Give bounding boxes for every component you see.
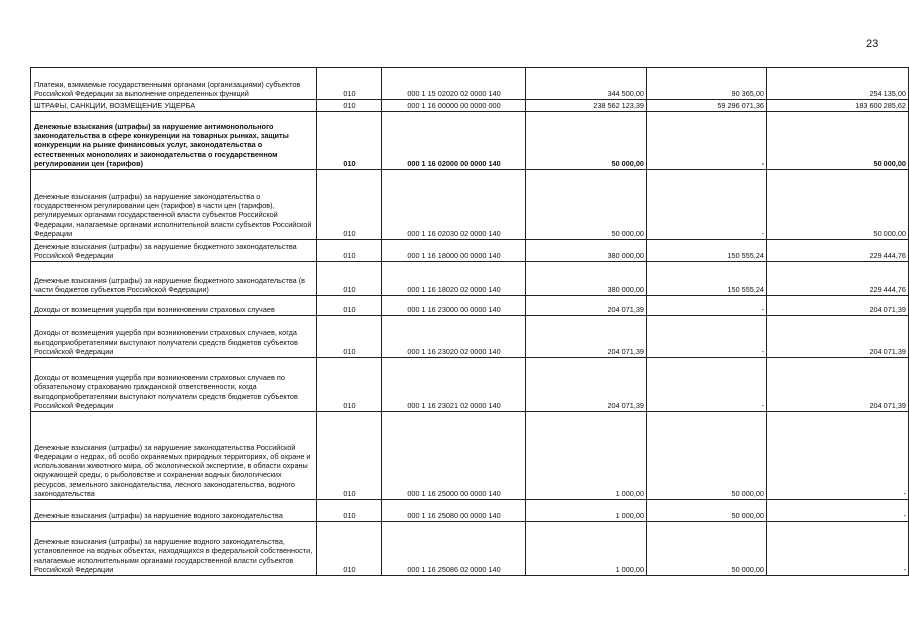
row-budget-code-text: 000 1 16 02000 00 0000 140 (407, 158, 501, 168)
row-executed-amount (647, 296, 767, 316)
row-executed-amount (647, 500, 767, 522)
row-approved-amount (526, 358, 647, 412)
row-code (317, 240, 382, 262)
row-code (317, 412, 382, 500)
row-approved-amount (526, 170, 647, 240)
row-budget-code-text: 000 1 16 23021 02 0000 140 (407, 400, 501, 410)
row-code-text: 010 (343, 346, 356, 356)
row-executed-amount-text: 50 000,00 (731, 488, 764, 498)
row-remaining-amount-text: 204 071,39 (869, 346, 906, 356)
row-name (31, 412, 317, 500)
row-approved-amount (526, 240, 647, 262)
row-name-text: Денежные взыскания (штрафы) за нарушение водного законодательства, установленное на водных объектах, находящихся в федеральной собственности, налагаемые исполнительными органами государственной власти субъектов Российской Федерации (34, 537, 313, 574)
row-budget-code (382, 522, 526, 576)
row-remaining-amount-text: 50 000,00 (873, 228, 906, 238)
row-budget-code (382, 412, 526, 500)
row-code-text: 010 (343, 564, 356, 574)
row-budget-code-text: 000 1 16 25080 00 0000 140 (407, 510, 501, 520)
row-name (31, 100, 317, 112)
table-row (31, 170, 909, 240)
table-row (31, 100, 909, 112)
row-name (31, 170, 317, 240)
row-executed-amount (647, 412, 767, 500)
row-budget-code-text: 000 1 16 23000 00 0000 140 (407, 304, 501, 314)
row-code (317, 296, 382, 316)
row-budget-code-text: 000 1 16 18020 02 0000 140 (407, 284, 501, 294)
row-executed-amount-text: - (761, 158, 764, 168)
row-name-text: Денежные взыскания (штрафы) за нарушение водного законодательства (34, 510, 283, 520)
row-executed-amount-text: - (761, 400, 764, 410)
row-code-text: 010 (343, 228, 356, 238)
row-remaining-amount (767, 112, 909, 170)
row-remaining-amount-text: 204 071,39 (869, 400, 906, 410)
row-code (317, 68, 382, 100)
row-name-text: Денежные взыскания (штрафы) за нарушение антимонопольного законодательства в сфере конкуренции на товарных рынках, защиты конкуренции на рынке финансовых услуг, законодательства о естественных монополиях и законодательства о государственном регулировании цен (тарифов) (34, 121, 289, 168)
row-executed-amount-text: 59 296 071,36 (717, 100, 764, 110)
row-remaining-amount (767, 522, 909, 576)
row-name (31, 68, 317, 100)
row-budget-code (382, 100, 526, 112)
table-row (31, 412, 909, 500)
row-remaining-amount-text: 229 444,76 (869, 250, 906, 260)
row-code (317, 112, 382, 170)
row-code (317, 522, 382, 576)
row-budget-code (382, 170, 526, 240)
row-budget-code (382, 358, 526, 412)
row-name (31, 316, 317, 358)
row-approved-amount (526, 412, 647, 500)
row-executed-amount (647, 100, 767, 112)
row-remaining-amount (767, 500, 909, 522)
row-executed-amount-text: - (761, 304, 764, 314)
row-approved-amount-text: 380 000,00 (607, 250, 644, 260)
row-code-text: 010 (343, 510, 356, 520)
row-name-text: Доходы от возмещения ущерба при возникновении страховых случаев по обязательному страхованию гражданской ответственности, когда выгодоприобретателями выступают получатели средств бюджетов субъектов Российской Федерации (34, 373, 298, 410)
table-row (31, 262, 909, 296)
row-remaining-amount-text: 183 600 285,62 (855, 100, 906, 110)
row-code-text: 010 (343, 304, 356, 314)
row-approved-amount (526, 100, 647, 112)
row-budget-code (382, 68, 526, 100)
row-remaining-amount-text: - (903, 488, 906, 498)
row-code-text: 010 (343, 284, 356, 294)
row-remaining-amount (767, 68, 909, 100)
row-name (31, 112, 317, 170)
row-executed-amount (647, 358, 767, 412)
row-remaining-amount (767, 170, 909, 240)
row-name-text: Денежные взыскания (штрафы) за нарушение бюджетного законодательства (в части бюджетов субъектов Российской Федерации) (34, 275, 306, 294)
row-budget-code-text: 000 1 16 25000 00 0000 140 (407, 488, 501, 498)
row-name-text: Платежи, взимаемые государственными органами (организациями) субъектов Российской Федерации за выполнение определенных функций (34, 79, 301, 98)
row-remaining-amount (767, 316, 909, 358)
row-name-text: Денежные взыскания (штрафы) за нарушение законодательства Российской Федерации о недрах, об особо охраняемых природных территориях, об охране и использовании животного мира, об экологической экспертизе, в области охраны окружающей среды, о рыболовстве и сохранении водных биологических ресурсов, земельного законодательства, лесного законодательства, водного законодательства (34, 442, 311, 498)
row-approved-amount (526, 296, 647, 316)
row-name-text: Доходы от возмещения ущерба при возникновении страховых случаев (34, 304, 275, 314)
row-approved-amount-text: 1 000,00 (615, 510, 644, 520)
row-remaining-amount-text: 229 444,76 (869, 284, 906, 294)
row-approved-amount (526, 500, 647, 522)
table-row (31, 522, 909, 576)
row-remaining-amount-text: - (903, 564, 906, 574)
row-name (31, 500, 317, 522)
row-code (317, 316, 382, 358)
row-code-text: 010 (343, 488, 356, 498)
row-executed-amount-text: 50 000,00 (731, 564, 764, 574)
row-name (31, 358, 317, 412)
row-approved-amount (526, 316, 647, 358)
table-row (31, 500, 909, 522)
row-approved-amount-text: 50 000,00 (611, 158, 644, 168)
row-code (317, 358, 382, 412)
row-approved-amount (526, 112, 647, 170)
row-approved-amount-text: 204 071,39 (607, 400, 644, 410)
table-row (31, 112, 909, 170)
row-budget-code (382, 316, 526, 358)
row-executed-amount (647, 316, 767, 358)
row-executed-amount-text: - (761, 228, 764, 238)
row-remaining-amount (767, 262, 909, 296)
table-row (31, 240, 909, 262)
row-remaining-amount-text: 254 135,00 (869, 88, 906, 98)
row-budget-code (382, 262, 526, 296)
row-budget-code-text: 000 1 16 02030 02 0000 140 (407, 228, 501, 238)
row-name-text: Доходы от возмещения ущерба при возникновении страховых случаев, когда выгодоприобретателями выступают получатели средств бюджетов субъектов Российской Федерации (34, 328, 298, 356)
row-executed-amount-text: 90 365,00 (731, 88, 764, 98)
row-executed-amount (647, 240, 767, 262)
row-approved-amount (526, 262, 647, 296)
row-executed-amount (647, 262, 767, 296)
row-remaining-amount (767, 100, 909, 112)
row-remaining-amount (767, 240, 909, 262)
row-budget-code (382, 500, 526, 522)
row-budget-code (382, 112, 526, 170)
row-remaining-amount-text: 204 071,39 (869, 304, 906, 314)
row-code-text: 010 (343, 400, 356, 410)
row-executed-amount (647, 522, 767, 576)
row-code-text: 010 (343, 88, 356, 98)
row-approved-amount (526, 68, 647, 100)
row-approved-amount-text: 204 071,39 (607, 346, 644, 356)
row-approved-amount-text: 50 000,00 (611, 228, 644, 238)
row-code (317, 500, 382, 522)
row-name (31, 240, 317, 262)
row-budget-code-text: 000 1 16 23020 02 0000 140 (407, 346, 501, 356)
row-code-text: 010 (343, 100, 356, 110)
row-name-text: Денежные взыскания (штрафы) за нарушение бюджетного законодательства Российской Федерации (34, 241, 297, 260)
row-code-text: 010 (343, 250, 356, 260)
row-approved-amount-text: 204 071,39 (607, 304, 644, 314)
page-number: 23 (866, 38, 879, 50)
row-budget-code-text: 000 1 16 18000 00 0000 140 (407, 250, 501, 260)
row-approved-amount (526, 522, 647, 576)
row-approved-amount-text: 238 562 123,39 (593, 100, 644, 110)
row-code (317, 262, 382, 296)
row-name-text: ШТРАФЫ, САНКЦИИ, ВОЗМЕЩЕНИЕ УЩЕРБА (34, 100, 196, 110)
row-approved-amount-text: 1 000,00 (615, 564, 644, 574)
row-budget-code-text: 000 1 16 25086 02 0000 140 (407, 564, 501, 574)
row-executed-amount-text: 150 555,24 (727, 250, 764, 260)
row-code (317, 170, 382, 240)
row-budget-code (382, 240, 526, 262)
row-name (31, 522, 317, 576)
row-executed-amount-text: - (761, 346, 764, 356)
row-remaining-amount (767, 412, 909, 500)
row-remaining-amount (767, 358, 909, 412)
row-budget-code-text: 000 1 16 00000 00 0000 000 (407, 100, 501, 110)
row-budget-code-text: 000 1 15 02020 02 0000 140 (407, 88, 501, 98)
table-row (31, 296, 909, 316)
row-approved-amount-text: 344 500,00 (607, 88, 644, 98)
row-remaining-amount-text: 50 000,00 (873, 158, 906, 168)
table-row (31, 68, 909, 100)
row-remaining-amount (767, 296, 909, 316)
row-budget-code (382, 296, 526, 316)
row-executed-amount (647, 170, 767, 240)
row-executed-amount (647, 68, 767, 100)
row-code-text: 010 (343, 158, 356, 168)
row-code (317, 100, 382, 112)
row-name-text: Денежные взыскания (штрафы) за нарушение законодательства о государственном регулировании цен (тарифов) в части цен (тарифов), регулируемых органами государственной власти субъектов Российской Федерации, налагаемые органами исполнительной власти субъектов Российской Федерации (34, 191, 312, 238)
row-executed-amount-text: 50 000,00 (731, 510, 764, 520)
row-name (31, 296, 317, 316)
row-approved-amount-text: 1 000,00 (615, 488, 644, 498)
row-approved-amount-text: 380 000,00 (607, 284, 644, 294)
row-executed-amount (647, 112, 767, 170)
table-row (31, 358, 909, 412)
row-executed-amount-text: 150 555,24 (727, 284, 764, 294)
row-remaining-amount-text: - (903, 510, 906, 520)
row-name (31, 262, 317, 296)
budget-table (30, 67, 909, 576)
table-row (31, 316, 909, 358)
